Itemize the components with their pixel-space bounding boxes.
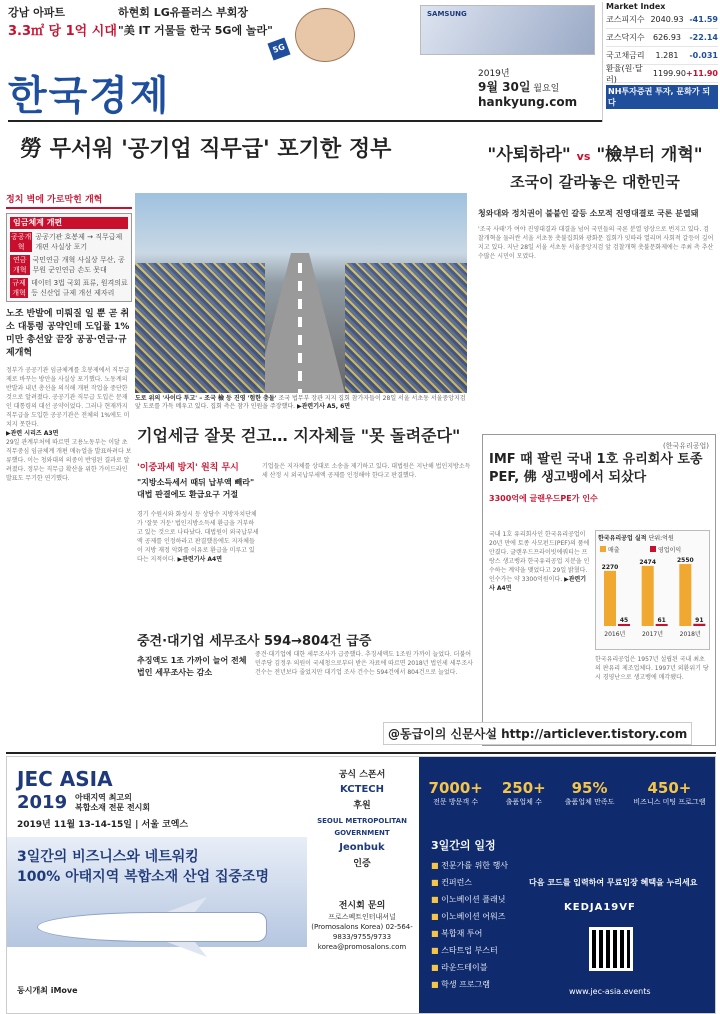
legend-label: 영업이익 <box>658 547 682 554</box>
chart-bar <box>679 564 691 626</box>
issue-date-block <box>478 68 577 109</box>
imf-article-box[interactable] <box>482 434 716 746</box>
5g-sign-icon: 5G <box>267 37 290 60</box>
legend-label: 매출 <box>608 547 620 554</box>
airplane-icon <box>37 912 267 942</box>
ad-stat-number: 95% <box>571 779 608 797</box>
reform-item-key: 규제개혁 <box>10 278 28 298</box>
imf-label: (한국유리공업) <box>662 442 709 450</box>
cartoon-portrait-icon <box>295 8 355 62</box>
market-index-title: Market Index <box>606 2 666 11</box>
market-row <box>606 29 718 47</box>
side-lede: 청와대와 정치권이 불붙인 갈등 소모적 진영대결로 국론 분열돼 <box>478 209 699 218</box>
mid-body-left <box>137 510 259 614</box>
market-value: 1199.90 <box>652 69 686 78</box>
jec-asia-ad[interactable] <box>6 756 716 1014</box>
left-body: 정부가 공공기관 임금체계를 호봉제에서 직무급제로 바꾸는 방안을 사실상 포기했다. 노동계의 반발과 내년 총선을 의식해 개편 작업을 중단한 것으로 알려졌다. 공공기관 직무급 도입은 문재인 대통령의 대선 공약이었다. 그러나 현재까지 직무급을 도입한 공공기관은 전체의 1%에도 미치지 못한다. <box>6 367 130 428</box>
photo-crowd-right <box>345 263 467 393</box>
ad-stat-label: 출품업체 만족도 <box>564 798 615 806</box>
reform-box-title: 임금체계 개편 <box>10 217 128 229</box>
imf-body <box>489 530 591 740</box>
market-value: 1.281 <box>655 51 679 60</box>
ad-url[interactable]: www.jec-asia.events <box>569 987 651 996</box>
market-value: 2040.93 <box>650 15 684 24</box>
chart-tick-label: 2016년 <box>604 631 626 638</box>
chart-bar <box>618 624 630 626</box>
chart-data-label: 45 <box>619 617 629 624</box>
side-headline-sub: 조국이 갈라놓은 대한민국 <box>510 173 680 191</box>
schedule-title: 3일간의 일정 <box>431 839 496 852</box>
blog-watermark: @동급이의 신문사설 http://articlever.tistory.com <box>383 722 692 745</box>
ad-left-panel <box>7 757 417 1013</box>
legend-swatch <box>650 546 656 552</box>
ad-stat <box>565 779 615 807</box>
reform-summary-box <box>6 213 132 302</box>
side-headline[interactable] <box>475 140 715 192</box>
market-row <box>606 11 718 29</box>
left-subheadline: 노조 반발에 미뤄질 일 뿐 곧 취소 대통령 공약인데 도입률 1%미만 총선앞 끝장 공공·연금·규제개혁 <box>6 309 130 358</box>
lead-headline-text: 무서워 '공기업 직무급' 포기한 정부 <box>49 137 392 162</box>
imf-body-2: 한국유리공업은 1957년 설립된 국내 최초의 판유리 제조업체다. 1997년 외환위기 당시 경영난으로 생고뱅에 매각됐다. <box>595 656 709 681</box>
kctech-logo: KCTECH <box>340 784 384 795</box>
ad-stat-label: 비즈니스 미팅 프로그램 <box>633 798 706 806</box>
photo-caption-title: 도로 위의 '사이다 투고' – 조국 檢 등 진영 '험한 충돌' <box>135 395 277 402</box>
chart-bar <box>604 571 616 626</box>
imf-subtitle: 3300억에 글랜우드PE가 인수 <box>489 494 598 503</box>
imf-body-text: 국내 1호 유리회사인 한국유리공업이 20년 만에 토종 사모펀드(PEF)의 품에 안겼다. 글랜우드프라이빗에쿼티는 프랑스 생고뱅과 한국유리공업 지분을 인수하는 계약을 맺었다고 29일 밝혔다. 인수가는 약 3300억원이다. <box>489 531 590 583</box>
market-change: -0.031 <box>689 51 718 60</box>
chart-tick-label: 2017년 <box>641 631 664 638</box>
ad-title-asia: ASIA <box>59 767 113 791</box>
seoul-logo: SEOUL METROPOLITAN GOVERNMENT <box>317 817 407 837</box>
mid-ref[interactable]: ▶관련기사 A4면 <box>177 556 223 563</box>
market-index-panel <box>602 2 718 122</box>
ad-right-panel <box>419 757 715 1013</box>
qr-code-icon[interactable] <box>589 927 633 971</box>
ad-desc-2: 복합소재 전문 전시회 <box>75 803 151 812</box>
ad-description <box>75 793 150 813</box>
issue-weekday: 월요일 <box>533 84 560 94</box>
left-ref[interactable]: ▶관련 시리즈 A3면 <box>6 430 59 437</box>
ad-stat-label: 출품업체 수 <box>505 798 542 806</box>
chart-svg <box>596 544 709 644</box>
lead-headline-tag: 勞 <box>20 136 43 162</box>
schedule-item: ■ 라운드테이블 <box>431 959 508 976</box>
market-change: -22.14 <box>689 33 718 42</box>
ad-stats <box>419 757 715 807</box>
market-row <box>606 65 718 83</box>
ad-headline-2: 100% 아태지역 복합소재 산업 집중조명 <box>17 869 270 885</box>
left-column <box>6 193 132 483</box>
promo-apartment-price <box>8 20 117 39</box>
ad-stat-number: 450+ <box>647 779 692 797</box>
schedule-item: ■ 이노베이션 어워즈 <box>431 908 508 925</box>
photo-crowd-left <box>135 263 265 393</box>
photo-caption-ref[interactable]: ▶관련기사 A5, 6면 <box>297 403 351 410</box>
reform-item-value: 국민연금 개혁 사실상 무산, 공무원 군인연금 손도 못대 <box>32 256 125 274</box>
bottom-headline[interactable]: 중견·대기업 세무조사 594→804건 급증 <box>137 634 372 649</box>
nh-bank-ad[interactable]: NH투자증권 투자, 문화가 되다 <box>606 85 718 109</box>
schedule-item: ■ 복합재 투어 <box>431 925 508 942</box>
mid-subheads <box>137 460 259 501</box>
ad-divider <box>6 752 716 754</box>
ad-year: 2019 <box>17 792 68 813</box>
contact-info: 프로스펙트인터내셔널 (Promosalons Korea) 02-564-9833/9755/9733 korea@promosalons.com <box>311 913 413 951</box>
chart-data-label: 91 <box>695 616 704 624</box>
chart-data-label: 2474 <box>639 558 657 566</box>
ad-headline <box>17 847 269 887</box>
rally-photo <box>135 193 467 393</box>
mid-subhead-2: "지방소득세서 때뒤 납부액 빼라" 대법 판결에도 환급요구 거절 <box>137 478 255 499</box>
site-url[interactable]: hankyung.com <box>478 95 578 109</box>
registration-text: 다음 코드를 입력하여 무료입장 혜택을 누리세요 <box>529 878 698 887</box>
right-column <box>478 208 714 261</box>
section-heading: 정치 벽에 가로막힌 개혁 <box>6 193 132 209</box>
photo-caption-text: 조국 법무부 장관 지지 집회 참가자들이 28일 서울 서초동 서울중앙지검 앞 도로를 가득 메우고 있다. 집회 측은 참가 인원을 주장했다. <box>135 395 466 410</box>
market-label: 환율(원·달러) <box>606 63 643 84</box>
ad-stat <box>502 779 546 807</box>
market-label: 코스닥지수 <box>606 33 645 42</box>
reform-item-key: 공공개혁 <box>11 233 32 251</box>
issue-year: 2019년 <box>478 69 510 79</box>
cert-heading: 인증 <box>353 859 371 869</box>
promo-title-lgu: 하현회 LG유플러스 부회장 <box>118 6 248 19</box>
sponsor-heading: 공식 스폰서 <box>338 770 386 780</box>
samsung-ad-label: SAMSUNG <box>427 10 467 18</box>
chart-bar <box>642 566 654 626</box>
mid-headline[interactable]: 기업세금 잘못 걷고… 지자체들 "못 돌려준다" <box>137 426 461 445</box>
promo-title-apartment: 강남 아파트 <box>8 6 65 19</box>
schedule-item: ■ 학생 프로그램 <box>431 976 508 993</box>
masthead <box>8 62 603 122</box>
ad-date: 2019년 11월 13-14-15일 | 서울 코엑스 <box>17 820 189 830</box>
schedule-item: ■ 컨퍼런스 <box>431 874 508 891</box>
ad-stat <box>633 779 705 807</box>
legend-swatch <box>600 546 606 552</box>
reform-item-key: 연금개혁 <box>10 255 30 275</box>
side-headline-vs: vs <box>576 150 591 163</box>
ad-stat <box>429 779 483 807</box>
side-headline-a: "사퇴하라" <box>487 145 571 165</box>
reform-item-value: 데이터 3법 국회 표류, 원격의료 등 신산업 규제 개선 제자리 <box>31 279 128 297</box>
photo-caption <box>135 395 467 411</box>
reform-item <box>10 232 128 252</box>
revenue-chart <box>595 530 710 650</box>
market-change: -41.59 <box>689 15 718 24</box>
mid-body-text: 경기 수원시와 화성시 등 상당수 지방자치단체가 '잘못 거둔' 법인지방소득세 환급을 거부하고 있는 것으로 나타났다. 대법원이 외국납부세액 공제를 인정하라고 판결했음에도 지자체들이 지방 재정 악화를 이유로 환급을 미루고 있다는 지적이다. <box>137 511 259 563</box>
market-label: 코스피지수 <box>606 15 645 24</box>
reform-item <box>10 278 128 298</box>
contact-heading: 전시회 문의 <box>338 901 386 911</box>
mid-subhead-1: '이중과세 방지' 원칙 무시 <box>137 463 239 473</box>
ad-stat-number: 7000+ <box>428 779 483 797</box>
chart-tick-label: 2018년 <box>679 631 701 638</box>
issue-date: 9월 30일 <box>478 80 531 94</box>
chart-data-label: 2550 <box>676 557 694 565</box>
reform-item <box>10 255 128 275</box>
registration-code: KEDJA19VF <box>564 902 636 913</box>
ad-desc-1: 아태지역 최고의 <box>75 793 132 802</box>
ad-stat-label: 전문 방문객 수 <box>433 798 479 806</box>
chart-bar <box>693 624 705 626</box>
ad-title-jec: JEC <box>17 767 53 791</box>
market-value: 626.93 <box>653 33 681 42</box>
chart-data-label: 61 <box>657 617 666 624</box>
chart-bar <box>656 624 668 626</box>
support-heading: 후원 <box>353 801 371 811</box>
schedule-list <box>431 857 508 993</box>
bottom-body: 중견·대기업에 대한 세무조사가 급증했다. 추징세액도 1조원 가까이 늘었다. 더불어민주당 김정우 의원이 국세청으로부터 받은 자료에 따르면 2018년 법인세 세무조사 건수는 전년보다 줄었지만 대기업 조사 건수는 594건에서 804건으로 늘었다. <box>255 651 473 676</box>
schedule-item: ■ 이노베이션 플래닛 <box>431 891 508 908</box>
chart-title: 한국유리공업 실적 <box>598 535 647 542</box>
side-headline-b: "檢부터 개혁" <box>596 145 703 165</box>
ad-title <box>17 767 113 791</box>
mid-body-right: 기업들은 지자체를 상대로 소송을 제기하고 있다. 대법원은 지난해 법인지방소득세 산정 시 외국납부세액 공제를 인정해야 한다고 판결했다. <box>262 463 471 479</box>
chart-data-label: 2270 <box>601 563 619 571</box>
left-body-2: 29일 관계부처에 따르면 고용노동부는 이달 초 직무중심 임금체계 개편 매뉴얼을 발표하려다 보류했다. 이는 청와대의 의중이 반영된 결과로 알려졌다. 정부는 직무급 확산을 위한 가이드라인 발표도 무기한 연기했다. <box>6 439 132 482</box>
ad-stat-number: 250+ <box>501 779 546 797</box>
reform-item-value: 공공기관 호봉제 → 직무급제 개편 사실상 포기 <box>35 233 123 251</box>
market-label: 국고채금리 <box>606 51 645 60</box>
newspaper-logo: 한국경제 <box>8 72 171 119</box>
jeonbuk-logo: Jeonbuk <box>339 842 385 853</box>
imf-title: IMF 때 팔린 국내 1호 유리회사 토종 PEF, 佛 생고뱅에서 되샀다 <box>489 452 703 485</box>
promo-apartment-price-text: 3.3㎡ 당 1억 시대 <box>8 24 117 39</box>
schedule-item: ■ 스타트업 부스터 <box>431 942 508 959</box>
promo-lgu-quote: "美 IT 거물들 한국 5G에 놀라" <box>118 24 273 37</box>
ad-headline-1: 3일간의 비즈니스와 네트워킹 <box>17 849 199 865</box>
side-body: '조국 사태'가 여야 진영대결과 대결을 넘어 국민들의 국론 분열 양상으로 번지고 있다. 검찰개혁을 둘러싼 서울 서초동 촛불집회와 광화문 집회가 잇따라 열리며 사회적 갈등이 깊어지고 있다. 지난 28일 서울 서초동 서울중앙지검 앞 검찰개혁 촛불문화제에는 주최 측 추산 수많은 시민이 모였다. <box>478 226 714 260</box>
chart-unit: 단위:억원 <box>648 535 674 542</box>
market-change: +11.90 <box>685 69 718 78</box>
bottom-subhead: 추징액도 1조 가까이 늘어 전체 법인 세무조사는 감소 <box>137 656 247 677</box>
ad-sponsors <box>307 765 417 952</box>
ad-cohost: 동시개최 iMove <box>17 986 78 995</box>
photo-lane <box>298 263 302 393</box>
lead-headline[interactable] <box>20 132 391 163</box>
samsung-ad[interactable] <box>420 5 595 55</box>
schedule-item: ■ 전문가를 위한 행사 <box>431 857 508 874</box>
imf-ref[interactable]: ▶관련기사 A4면 <box>489 576 587 592</box>
